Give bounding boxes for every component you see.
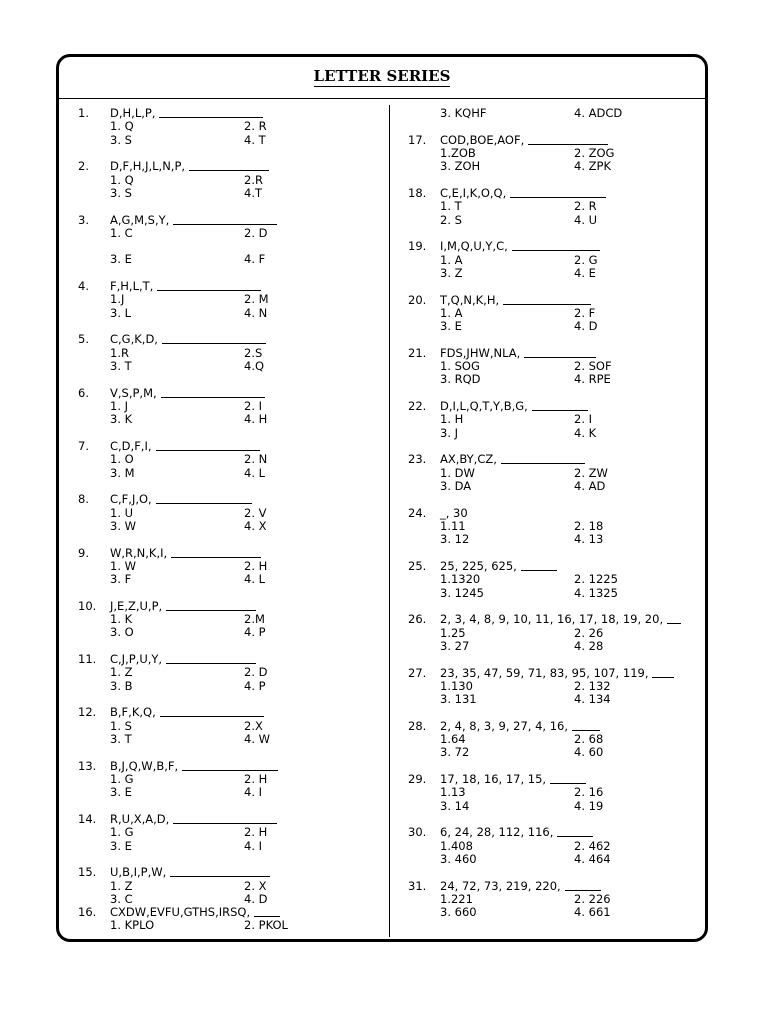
question-number: 15.	[78, 865, 97, 880]
answer-blank	[189, 160, 269, 171]
option: 4. D	[244, 891, 268, 906]
option: 2. ZW	[574, 465, 608, 480]
option: 3. DA	[440, 478, 472, 493]
option: 2. 16	[574, 785, 604, 800]
answer-blank	[565, 880, 601, 891]
question-item	[408, 826, 708, 866]
question-number: 12.	[78, 705, 97, 720]
option: 1. U	[110, 505, 134, 520]
question-item	[408, 880, 708, 920]
option: 4. AD	[574, 478, 606, 493]
option: 1.J	[110, 292, 125, 307]
option: 4. F	[244, 252, 266, 267]
question-stem: J,E,Z,U,P,	[110, 598, 163, 613]
answer-blank	[173, 214, 277, 225]
answer-blank	[501, 453, 585, 464]
option: 4. L	[244, 465, 266, 480]
answer-blank	[528, 134, 608, 145]
option: 4. K	[574, 425, 597, 440]
question-stem: COD,BOE,AOF,	[440, 132, 525, 147]
question-stem: 24, 72, 73, 219, 220,	[440, 878, 561, 893]
option: 2. 68	[574, 732, 604, 747]
option: 4. U	[574, 212, 598, 227]
question-number: 23.	[408, 452, 427, 467]
option: 2. 26	[574, 625, 604, 640]
question-stem: C,E,I,K,O,Q,	[440, 185, 507, 200]
option: 1. H	[440, 412, 464, 427]
question-number: 3.	[78, 212, 89, 227]
answer-blank	[524, 347, 596, 358]
question-number: 22.	[408, 399, 427, 414]
answer-blank	[557, 826, 593, 837]
option: 3. KQHF	[440, 106, 487, 120]
option: 1.221	[440, 891, 473, 906]
option: 1. Q	[110, 172, 134, 187]
question-number: 1.	[78, 106, 89, 120]
question-item	[78, 813, 378, 853]
question-number: 31.	[408, 878, 427, 893]
option: 3. E	[110, 838, 132, 853]
question-item	[408, 613, 708, 653]
option: 3. 27	[440, 638, 470, 653]
question-item	[408, 134, 708, 174]
answer-blank	[173, 813, 277, 824]
answer-blank	[652, 667, 674, 678]
right-column	[408, 107, 708, 933]
question-item	[408, 667, 708, 707]
option: 3. ZOH	[440, 159, 481, 174]
answer-blank	[170, 866, 270, 877]
option: 3. K	[110, 412, 133, 427]
question-item	[408, 560, 708, 600]
question-stem: 25, 225, 625,	[440, 558, 517, 573]
option: 3. S	[110, 185, 132, 200]
option: 4. 1325	[574, 585, 618, 600]
answer-blank	[254, 906, 280, 917]
question-item	[78, 653, 378, 693]
question-item	[78, 493, 378, 533]
option: 2. ZOG	[574, 145, 615, 160]
option: 2.S	[244, 345, 263, 360]
question-stem: D,F,H,J,L,N,P,	[110, 159, 186, 174]
option: 2. M	[244, 292, 269, 307]
question-item	[78, 866, 378, 906]
option: 1. W	[110, 558, 136, 573]
option: 2.X	[244, 718, 263, 733]
question-stem: D,H,L,P,	[110, 106, 156, 120]
option: 3. 460	[440, 851, 477, 866]
question-stem: W,R,N,K,I,	[110, 545, 168, 560]
question-stem: C,G,K,D,	[110, 332, 158, 347]
option: 2. H	[244, 825, 268, 840]
option: 1. KPLO	[110, 918, 155, 933]
answer-blank	[572, 720, 600, 731]
option: 1.25	[440, 625, 466, 640]
question-stem: V,S,P,M,	[110, 385, 157, 400]
answer-blank	[166, 600, 256, 611]
option: 1.130	[440, 678, 473, 693]
option: 2. F	[574, 305, 596, 320]
answer-blank	[521, 560, 557, 571]
option: 3. E	[110, 785, 132, 800]
option: 3. 12	[440, 532, 470, 547]
option: 4. L	[244, 572, 266, 587]
option: 2. H	[244, 558, 268, 573]
option: 2. 226	[574, 891, 611, 906]
question-number: 14.	[78, 811, 97, 826]
option: 1. Z	[110, 665, 133, 680]
option: 1.R	[110, 345, 129, 360]
option: 1. T	[440, 199, 462, 214]
option: 4. ZPK	[574, 159, 611, 174]
left-column	[78, 107, 378, 933]
question-item	[408, 773, 708, 813]
option: 1.11	[440, 518, 466, 533]
option: 2. D	[244, 225, 268, 240]
option: 3. 660	[440, 905, 477, 920]
option: 2. X	[244, 878, 267, 893]
option: 1. G	[110, 825, 134, 840]
option: 4.Q	[244, 359, 265, 374]
option: 3. F	[110, 572, 132, 587]
question-item	[78, 107, 378, 147]
question-number: 4.	[78, 279, 89, 294]
question-item	[78, 440, 378, 480]
question-item	[78, 160, 378, 200]
option: 1. A	[440, 305, 463, 320]
question-number: 6.	[78, 385, 89, 400]
question-stem: FDS,JHW,NLA,	[440, 345, 521, 360]
option: 1. Z	[110, 878, 133, 893]
option: 3. E	[110, 252, 132, 267]
option: 1. J	[110, 399, 129, 413]
question-stem: 23, 35, 47, 59, 71, 83, 95, 107, 119,	[440, 665, 649, 680]
question-stem: AX,BY,CZ,	[440, 452, 497, 467]
option: 1. DW	[440, 465, 475, 480]
question-item	[408, 187, 708, 227]
option: 2. V	[244, 505, 267, 520]
option: 4. 134	[574, 692, 611, 707]
answer-blank	[159, 107, 263, 118]
option: 3. C	[110, 891, 133, 906]
option: 3. RQD	[440, 372, 481, 387]
option: 2. I	[574, 412, 593, 427]
question-stem: 2, 4, 8, 3, 9, 27, 4, 16,	[440, 718, 568, 733]
question-number: 2.	[78, 159, 89, 174]
option: 2. SOF	[574, 359, 612, 374]
answer-blank	[156, 440, 260, 451]
question-number: 8.	[78, 492, 89, 507]
option: 3. 14	[440, 798, 470, 813]
option: 1. Q	[110, 119, 134, 134]
question-stem: U,B,I,P,W,	[110, 865, 167, 880]
column-divider	[389, 105, 390, 937]
option: 4.T	[244, 185, 262, 200]
question-stem: B,J,Q,W,B,F,	[110, 758, 179, 773]
question-stem: R,U,X,A,D,	[110, 811, 170, 826]
option: 4. 13	[574, 532, 604, 547]
option: 2. R	[574, 199, 597, 214]
answer-blank	[157, 280, 261, 291]
question-stem: 17, 18, 16, 17, 15,	[440, 772, 547, 787]
question-number: 7.	[78, 438, 89, 453]
option: 2. S	[440, 212, 462, 227]
question-stem: C,J,P,U,Y,	[110, 652, 163, 667]
question-number: 17.	[408, 132, 427, 147]
option: 2. PKOL	[244, 918, 288, 933]
question-number: 9.	[78, 545, 89, 560]
option: 3. 1245	[440, 585, 484, 600]
question-stem: 6, 24, 28, 112, 116,	[440, 825, 554, 840]
question-item	[408, 240, 708, 280]
question-item	[78, 600, 378, 640]
option: 2. 462	[574, 838, 611, 853]
option: 2.R	[244, 172, 263, 187]
option: 2. N	[244, 452, 268, 467]
question-stem: D,I,L,Q,T,Y,B,G,	[440, 399, 528, 414]
option: 4. E	[574, 265, 596, 280]
option: 1.408	[440, 838, 473, 853]
answer-blank	[162, 333, 266, 344]
option: 3. T	[110, 731, 132, 746]
question-item	[408, 453, 708, 493]
option: 1. A	[440, 252, 463, 267]
question-item	[78, 760, 378, 800]
question-number: 28.	[408, 718, 427, 733]
question-stem: I,M,Q,U,Y,C,	[440, 239, 508, 254]
option: 1. G	[110, 771, 134, 786]
option: 1. S	[110, 718, 132, 733]
question-item	[78, 547, 378, 587]
question-stem: C,D,F,I,	[110, 438, 152, 453]
option: 3. O	[110, 625, 134, 640]
question-item	[78, 906, 378, 933]
option: 3. E	[440, 319, 462, 334]
question-stem: 2, 3, 4, 8, 9, 10, 11, 16, 17, 18, 19, 20,	[440, 612, 664, 627]
question-stem: C,F,J,O,	[110, 492, 152, 507]
option: 2. G	[574, 252, 598, 267]
question-item	[78, 280, 378, 320]
question-item	[408, 294, 708, 334]
option: 4. RPE	[574, 372, 611, 387]
question-number: 29.	[408, 772, 427, 787]
question-number: 5.	[78, 332, 89, 347]
option: 1. SOG	[440, 359, 480, 374]
question-number: 11.	[78, 652, 97, 667]
question-number: 18.	[408, 185, 427, 200]
option: 4. P	[244, 678, 266, 693]
question-number: 19.	[408, 239, 427, 254]
question-number: 21.	[408, 345, 427, 360]
answer-blank	[667, 613, 681, 624]
question-number: 24.	[408, 505, 427, 520]
question-item	[408, 400, 708, 440]
option: 1. C	[110, 225, 133, 240]
option: 4. H	[244, 412, 268, 427]
option: 4. I	[244, 785, 263, 800]
option: 4. I	[244, 838, 263, 853]
option: 2.M	[244, 612, 265, 627]
option: 2. R	[244, 119, 267, 134]
option: 1.ZOB	[440, 145, 476, 160]
page-title: LETTER SERIES	[313, 67, 451, 85]
option: 1.1320	[440, 572, 481, 587]
option: 3. B	[110, 678, 133, 693]
answer-blank	[512, 240, 600, 251]
option: 4. 60	[574, 745, 604, 760]
option: 3. T	[110, 359, 132, 374]
question-item	[408, 507, 708, 547]
question-number: 30.	[408, 825, 427, 840]
option: 3. L	[110, 305, 132, 320]
title-rule	[59, 98, 705, 99]
option: 4. ADCD	[574, 106, 623, 120]
option: 4. 19	[574, 798, 604, 813]
question-stem: B,F,K,Q,	[110, 705, 156, 720]
option: 4. 28	[574, 638, 604, 653]
option: 4. 464	[574, 851, 611, 866]
question-number: 16.	[78, 905, 97, 920]
answer-blank	[171, 547, 261, 558]
option: 3. 131	[440, 692, 477, 707]
option: 3. S	[110, 132, 132, 147]
option: 2. I	[244, 399, 263, 413]
option: 4. 661	[574, 905, 611, 920]
option: 3. 72	[440, 745, 470, 760]
option: 1. O	[110, 452, 134, 467]
question-number: 20.	[408, 292, 427, 307]
option: 4. D	[574, 319, 598, 334]
question-stem: CXDW,EVFU,GTHS,IRSQ,	[110, 905, 251, 920]
option: 4. X	[244, 518, 267, 533]
answer-blank	[160, 706, 264, 717]
option: 3. W	[110, 518, 136, 533]
answer-blank	[182, 760, 278, 771]
option: 3. J	[440, 425, 459, 440]
question-item	[408, 720, 708, 760]
question-item	[78, 387, 378, 427]
question-number: 25.	[408, 558, 427, 573]
option: 2. 18	[574, 518, 604, 533]
option: 1.13	[440, 785, 466, 800]
page-frame	[56, 54, 708, 942]
answer-blank	[161, 387, 265, 398]
question-stem: _, 30	[440, 505, 468, 520]
option: 2. H	[244, 771, 268, 786]
answer-blank	[156, 493, 252, 504]
question-stem: F,H,L,T,	[110, 279, 154, 294]
question-number: 13.	[78, 758, 97, 773]
answer-blank	[166, 653, 256, 664]
question-stem: T,Q,N,K,H,	[440, 292, 500, 307]
question-16-continued	[408, 107, 708, 120]
answer-blank	[503, 294, 591, 305]
option: 1.64	[440, 732, 466, 747]
option: 2. 1225	[574, 572, 618, 587]
question-stem: A,G,M,S,Y,	[110, 212, 170, 227]
question-item	[78, 214, 378, 267]
answer-blank	[532, 400, 588, 411]
option: 4. W	[244, 731, 270, 746]
option: 3. Z	[440, 265, 463, 280]
option: 2. D	[244, 665, 268, 680]
option: 4. P	[244, 625, 266, 640]
answer-blank	[510, 187, 606, 198]
option: 3. M	[110, 465, 135, 480]
answer-blank	[550, 773, 586, 784]
option: 4. T	[244, 132, 266, 147]
option: 1. K	[110, 612, 133, 627]
question-number: 26.	[408, 612, 427, 627]
question-number: 27.	[408, 665, 427, 680]
question-item	[78, 706, 378, 746]
question-item	[78, 333, 378, 373]
option: 4. N	[244, 305, 268, 320]
question-number: 10.	[78, 598, 97, 613]
option: 2. 132	[574, 678, 611, 693]
question-item	[408, 347, 708, 387]
